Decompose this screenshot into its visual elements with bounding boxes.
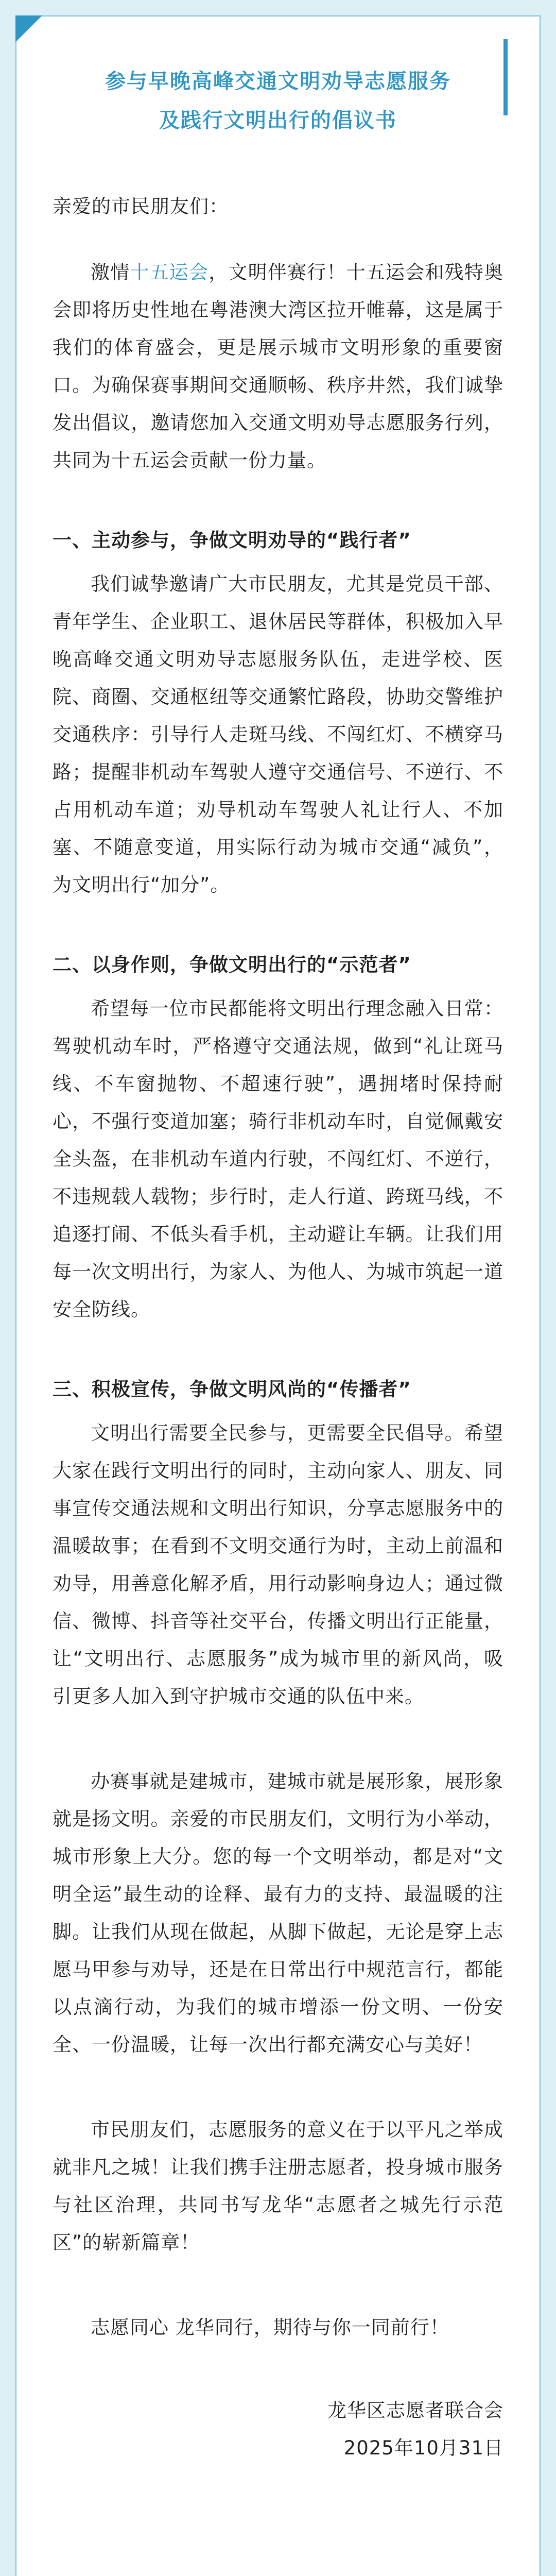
intro-text-before: 激情 — [91, 261, 130, 283]
corner-triangle-decoration — [15, 15, 42, 42]
closing-paragraph-1: 办赛事就是建城市，建城市就是展形象，展形象就是扬文明。亲爱的市民朋友们，文明行为小举动，城市形象上大分。您的每一个文明举动，都是对“文明全运”最生动的诠释、最有力的支持、最温暖的注脚。让我们从现在做起，从脚下做起，无论是穿上志愿马甲参与劝导，还是在日常出行中规范言行，都能以点滴行动，为我们的城市增添一份文明、一份安全、一份温暖，让每一次出行都充满安心与美好！ — [53, 1770, 503, 2056]
intro-text-after: ，文明伴赛行！十五运会和残特奥会即将历史性地在粤港澳大湾区拉开帷幕，这是属于我们的体育盛会，更是展示城市文明形象的重要窗口。为确保赛事期间交通顺畅、秩序井然，我们诚挚发出倡议，邀请您加入交通文明劝导志愿服务行列，共同为十五运会贡献一份力量。 — [53, 261, 504, 471]
closing-paragraph-3: 志愿同心 龙华同行，期待与你一同前行！ — [91, 2316, 449, 2338]
closing-paragraph-2: 市民朋友们，志愿服务的意义在于以平凡之举成就非凡之城！让我们携手注册志愿者，投身城市服务与社区治理，共同书写龙华“志愿者之城先行示范区”的崭新篇章！ — [53, 2119, 503, 2253]
signature-date: 2025年10月31日 — [343, 2437, 503, 2459]
title-line-2: 及践行文明出行的倡议书 — [159, 109, 397, 132]
section-3-body: 文明出行需要全民参与，更需要全民倡导。希望大家在践行文明出行的同时，主动向家人、朋友、同事宣传交通法规和文明出行知识，分享志愿服务中的温暖故事；在看到不文明交通行为时，主动上前温和劝导，用善意化解矛盾，用行动影响身边人；通过微信、微博、抖音等社交平台，传播文明出行正能量，让“文明出行、志愿服务”成为城市里的新风尚，吸引更多人加入到守护城市交通的队伍中来。 — [53, 1422, 503, 1707]
document-body — [16, 140, 540, 2467]
greeting: 亲爱的市民朋友们： — [53, 195, 229, 217]
title-accent-bar — [503, 39, 508, 115]
proposal-card — [15, 15, 541, 2576]
document-title — [16, 16, 540, 140]
section-3-heading: 三、积极宣传，争做文明风尚的“传播者” — [53, 1378, 411, 1400]
signature-block — [53, 2392, 503, 2467]
title-line-1: 参与早晚高峰交通文明劝导志愿服务 — [105, 70, 451, 93]
section-1-heading: 一、主动参与，争做文明劝导的“践行者” — [53, 529, 411, 551]
section-1-body: 我们诚挚邀请广大市民朋友，尤其是党员干部、青年学生、企业职工、退休居民等群体，积极加入早晚高峰交通文明劝导志愿服务队伍，走进学校、医院、商圈、交通枢纽等交通繁忙路段，协助交警维护交通秩序：引导行人走斑马线、不闯红灯、不横穿马路；提醒非机动车驾驶人遵守交通信号、不逆行、不占用机动车道；劝导机动车驾驶人礼让行人、不加塞、不随意变道，用实际行动为城市交通“减负”，为文明出行“加分”。 — [53, 573, 503, 896]
intro-paragraph — [53, 253, 503, 479]
signature-organization: 龙华区志愿者联合会 — [327, 2399, 503, 2421]
section-2-body: 希望每一位市民都能将文明出行理念融入日常：驾驶机动车时，严格遵守交通法规，做到“礼让斑马线、不车窗抛物、不超速行驶”，遇拥堵时保持耐心，不强行变道加塞；骑行非机动车时，自觉佩戴安全头盔，在非机动车道内行驶，不闯红灯、不逆行，不违规载人载物；步行时，走人行道、跨斑马线，不追逐打闹、不低头看手机，主动避让车辆。让我们用每一次文明出行，为家人、为他人、为城市筑起一道安全防线。 — [53, 997, 503, 1320]
section-2-heading: 二、以身作则，争做文明出行的“示范者” — [53, 954, 411, 976]
highlight-games-name: 十五运会 — [130, 261, 209, 283]
